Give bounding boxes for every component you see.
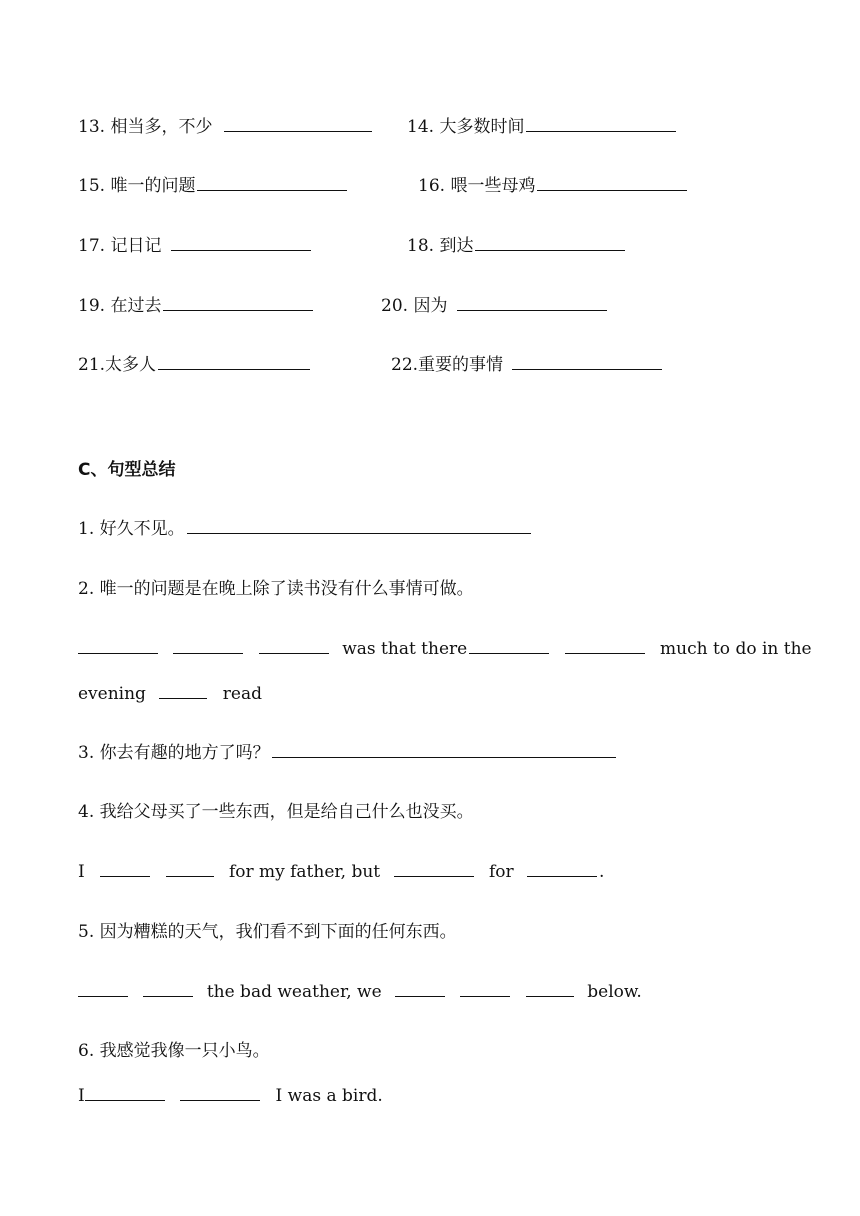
answer-blank[interactable]: [158, 353, 310, 370]
sentence-4-answer: [78, 860, 604, 884]
sentence-text: .: [599, 862, 605, 882]
vocab-item-15: [78, 174, 349, 198]
sentence-text: the bad weather, we: [206, 982, 382, 1002]
sentence-text: was that there: [342, 639, 468, 659]
vocab-label: 21.太多人: [78, 355, 157, 375]
vocab-item-13: [78, 115, 374, 139]
sentence-text: evening: [78, 684, 146, 704]
sentence-6-prompt: 6. 我感觉我像一只小鸟。: [78, 1041, 270, 1061]
sentence-5-answer: [78, 980, 642, 1004]
sentence-text: below.: [587, 982, 642, 1002]
answer-blank[interactable]: [187, 517, 531, 534]
sentence-prompt: 3. 你去有趣的地方了吗？: [78, 743, 270, 763]
answer-blank[interactable]: [224, 115, 372, 132]
vocab-item-19: [78, 294, 315, 318]
answer-blank[interactable]: [469, 637, 549, 654]
sentence-4-prompt: 4. 我给父母买了一些东西，但是给自己什么也没买。: [78, 802, 474, 822]
sentence-2-prompt: 2. 唯一的问题是在晚上除了读书没有什么事情可做。: [78, 579, 474, 599]
vocab-item-14: [407, 115, 678, 139]
answer-blank[interactable]: [526, 115, 676, 132]
vocab-item-21: [78, 353, 312, 377]
sentence-text: read: [222, 684, 262, 704]
sentence-text: I: [78, 1086, 85, 1106]
answer-blank[interactable]: [475, 234, 625, 251]
sentence-6-answer: [78, 1084, 383, 1108]
sentence-text: much to do in the: [660, 639, 812, 659]
vocab-item-17: [78, 234, 313, 258]
answer-blank[interactable]: [460, 980, 510, 997]
vocab-item-16: [418, 174, 689, 198]
sentence-text: I was a bird.: [275, 1086, 383, 1106]
answer-blank[interactable]: [394, 860, 474, 877]
sentence-1: [78, 517, 533, 541]
vocab-label: 22.重要的事情: [391, 355, 504, 375]
answer-blank[interactable]: [527, 860, 597, 877]
section-heading: C、句型总结: [78, 460, 176, 480]
vocab-label: 20. 因为: [381, 296, 448, 316]
answer-blank[interactable]: [159, 682, 207, 699]
answer-blank[interactable]: [180, 1084, 260, 1101]
answer-blank[interactable]: [526, 980, 574, 997]
answer-blank[interactable]: [171, 234, 311, 251]
vocab-label: 19. 在过去: [78, 296, 162, 316]
sentence-2-answer: [78, 637, 812, 661]
sentence-text: for my father, but: [228, 862, 381, 882]
vocab-label: 17. 记日记: [78, 236, 162, 256]
sentence-text: for: [488, 862, 514, 882]
vocab-label: 16. 喂一些母鸡: [418, 176, 536, 196]
answer-blank[interactable]: [565, 637, 645, 654]
vocab-item-18: [407, 234, 627, 258]
answer-blank[interactable]: [457, 294, 607, 311]
answer-blank[interactable]: [78, 637, 158, 654]
answer-blank[interactable]: [143, 980, 193, 997]
answer-blank[interactable]: [78, 980, 128, 997]
vocab-label: 13. 相当多，不少: [78, 117, 213, 137]
sentence-prompt: 1. 好久不见。: [78, 519, 185, 539]
answer-blank[interactable]: [197, 174, 347, 191]
answer-blank[interactable]: [100, 860, 150, 877]
sentence-3: [78, 741, 618, 765]
answer-blank[interactable]: [166, 860, 214, 877]
answer-blank[interactable]: [512, 353, 662, 370]
answer-blank[interactable]: [272, 741, 616, 758]
vocab-item-22: [391, 353, 664, 377]
answer-blank[interactable]: [537, 174, 687, 191]
answer-blank[interactable]: [163, 294, 313, 311]
vocab-label: 15. 唯一的问题: [78, 176, 196, 196]
sentence-5-prompt: 5. 因为糟糕的天气，我们看不到下面的任何东西。: [78, 922, 457, 942]
vocab-label: 14. 大多数时间: [407, 117, 525, 137]
answer-blank[interactable]: [259, 637, 329, 654]
answer-blank[interactable]: [395, 980, 445, 997]
answer-blank[interactable]: [85, 1084, 165, 1101]
vocab-label: 18. 到达: [407, 236, 474, 256]
sentence-text: I: [78, 862, 85, 882]
sentence-2-answer-cont: [78, 682, 262, 706]
vocab-item-20: [381, 294, 609, 318]
answer-blank[interactable]: [173, 637, 243, 654]
